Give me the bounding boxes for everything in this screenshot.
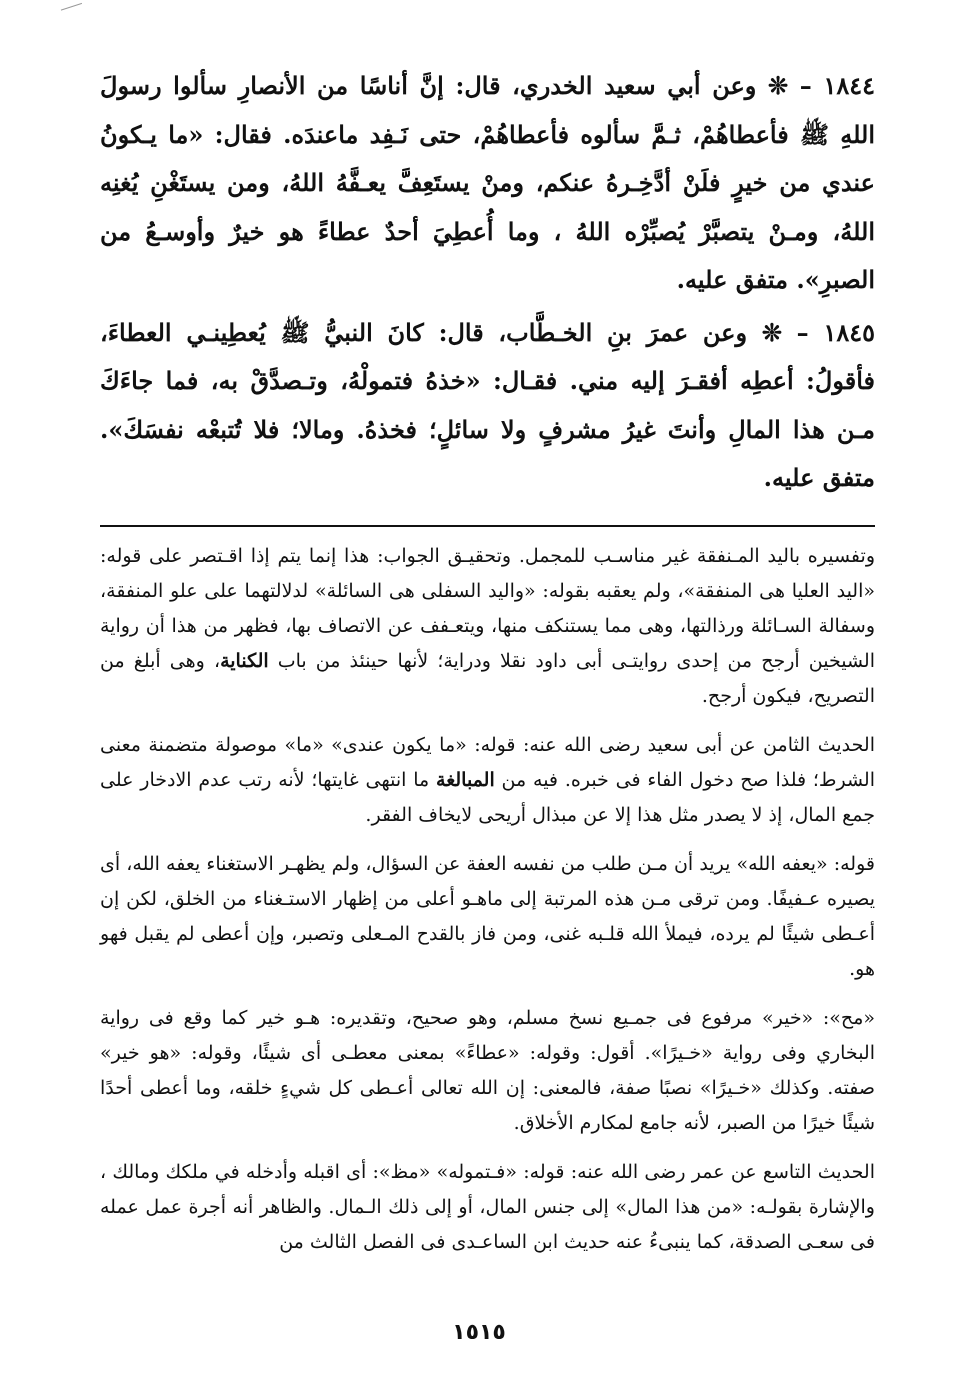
commentary-text: ما انتهى غايتها؛ لأنه رتب عدم الادخار على جمع المال، إذ لا يصدر مثل هذا إلا عن مبذال أريحى لايخاف الفقر.: [100, 768, 875, 826]
hadith-1844: [100, 62, 875, 305]
emphasized-term: الكناية: [220, 649, 269, 672]
commentary-paragraph: [100, 539, 875, 714]
hadith-number: ١٨٤٤ – ❊: [768, 71, 875, 100]
commentary-text: «مح»: «خير» مرفوع فى جمـيع نسخ مسلم، وهو صحيح، وتقديره: هـو خير كما وقع فى رواية البخاري وفى رواية «خـيرًا». أقول: وقوله: «عطاءً» بمعنى معطـى أى شيئًا، وقوله: «هو خير» صفته. وكذلك «خـيرًا» نصبًا صفة، فالمعنى: إن الله تعالى أعـطى كل شيءٍ خلقه، وما أعطى أحدًا شيئًا خيرًا من الصبر، لأنه جامع لمكارم الأخلاق.: [100, 1006, 875, 1134]
commentary-text: قوله: «يعفه الله» يريد أن مـن طلب من نفسه العفة عن السؤال، ولم يظهـر الاستغناء يعفه الله، أى يصيره عـفيفًا. ومن ترقى مـن هذه المرتبة إلى ماهـو أعلى من إظهار الاستـغناء من الخلق، لكن إن أعـطى شيئًا لم يرده، فيملأ الله قلـبه غنى، ومن فاز بالقدح المـعلى وتصبر، وإن أعطى لم يقبل فهو هو.: [100, 852, 875, 980]
page-number: ١٥١٥: [452, 1320, 506, 1345]
commentary-text: ، وهى أبلغ من التصريح، فيكون أرجح.: [100, 649, 875, 707]
hadith-number: ١٨٤٥ – ❊: [761, 317, 875, 347]
hadith-text: وعن عمرَ بنِ الخـطَّاب، قال: كانَ النبيُّ ﷺ يُعطِينـي العطاءَ، فأقولُ: أعطِه أفقـرَ إليه مني. فقـال: «خذهُ فتمولْهُ، وتـصدَّقْ به، فما جاءَكَ مـن هذا المالِ وأنتَ غيرُ مشرفٍ ولا سائلٍ؛ فخذهُ. ومالا؛ فلا تُتبعْه نفسَكَ». متفق عليه.: [100, 317, 875, 492]
hadith-text: وعن أبي سعيد الخدري، قال: إنَّ أناسًا من الأنصارِ سألوا رسولَ اللهِ ﷺ فأعطاهُمْ، ثـمَّ سألوه فأعطاهُمْ، حتى نَـفِد ماعندَه. فقال: «ما يـكونُ عندي من خيرٍ فلَنْ أدَّخِـرهُ عنكم، ومنْ يستَعِفَّ يعـفَّهُ اللهُ، ومن يستَغْنِ يُغنِه اللهُ، ومـنْ يتصبَّرْ يُصبِّرْه اللهُ ، وما أُعطِيَ أحدٌ عطاءً هو خيرٌ وأوسـعُ من الصبرِ». متفق عليه.: [100, 71, 875, 294]
commentary-section: [100, 539, 875, 1260]
scan-mark: [61, 3, 85, 20]
footnote-divider: [100, 525, 875, 527]
emphasized-term: المبالغة: [436, 768, 495, 791]
commentary-paragraph: [100, 847, 875, 987]
hadith-1845: [100, 309, 875, 503]
commentary-paragraph: [100, 1155, 875, 1260]
commentary-paragraph: [100, 1001, 875, 1141]
page-content: [100, 62, 875, 1274]
commentary-text: وتفسيره باليد المـنفقة غير مناسـب للمجمل. وتحقيـق الجواب: هذا إنما يتم إذا اقـتصر على قوله: «اليد العليا هى المنفقة»، ولم يعقبه بقوله: «واليد السفلى هى السائلة» لدلالتهما على علو المنفقة، وسفالة السـائلة ورذالتها، وهى مما يستنكف منها، ويتعـفف عن الاتصاف بها، فظهر من هذا أن رواية الشيخين أرجح من إحدى روايتـى أبى داود نقلا ودراية؛ لأنها حينئذ من باب: [100, 544, 875, 672]
commentary-paragraph: [100, 728, 875, 833]
commentary-text: الحديث التاسع عن عمر رضى الله عنه: قوله: «فـتموله» «مظ»: أى اقبله وأدخله في ملكك ومالك ، والإشارة بقولـه: «من هذا المال» إلى جنس المال، أو إلى ذلك الـمال. والظاهر أنه أجرة عمل عمله فى سعـى الصدقة، كما ينبىءُ عنه حديث ابن الساعـدى فى الفصل الثالث من: [100, 1160, 875, 1253]
commentary-text: الحديث الثامن عن أبى سعيد رضى الله عنه: قوله: «ما يكون عندى» «ما» موصولة متضمنة معنى الشرط؛ فلذا صح دخول الفاء فى خبره. فيه من: [100, 733, 875, 791]
